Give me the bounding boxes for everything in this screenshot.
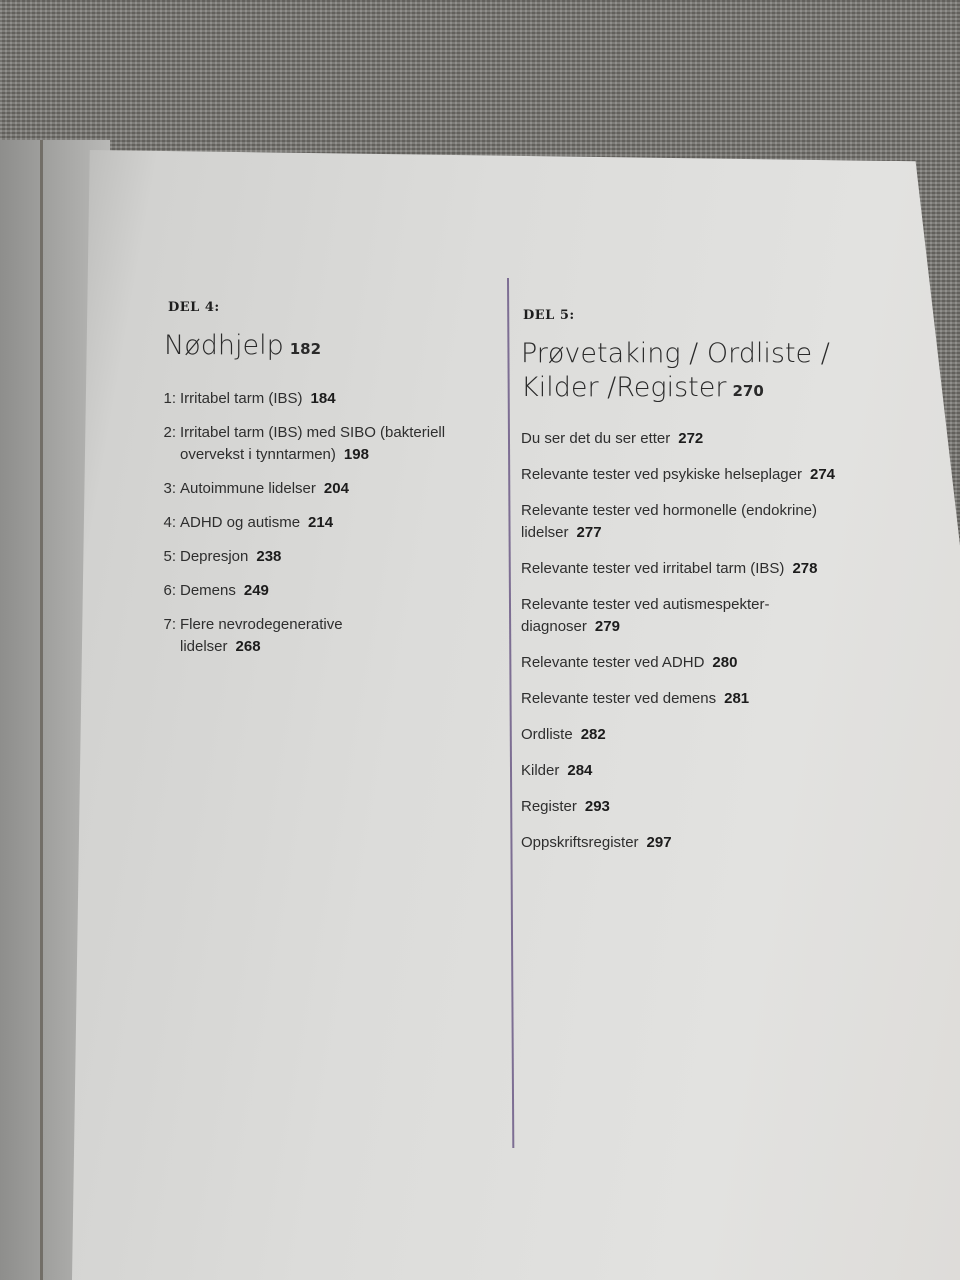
toc-item	[515, 796, 935, 818]
toc-text: Oppskriftsregister	[521, 834, 639, 851]
toc-page: 204	[323, 480, 349, 497]
part-5-column	[515, 308, 935, 868]
toc-text: Kilder	[521, 762, 560, 779]
toc-item	[150, 478, 490, 500]
toc-number: 3:	[163, 480, 176, 497]
toc-text: ADHD og autisme	[180, 514, 301, 531]
toc-item	[515, 428, 935, 450]
toc-number: 7:	[163, 616, 176, 633]
toc-text: Autoimmune lidelser	[180, 480, 316, 497]
toc-item	[515, 464, 935, 486]
toc-page: 249	[243, 582, 269, 599]
toc-item	[515, 760, 935, 782]
toc-item	[150, 546, 490, 568]
toc-text: Relevante tester ved ADHD	[521, 654, 705, 671]
toc-item	[150, 614, 490, 658]
toc-page: 238	[256, 548, 282, 565]
toc-item	[150, 512, 490, 534]
section-page-number: 182	[289, 340, 322, 358]
section-title-text: Prøvetaking / Ordliste / Kilder /Register	[521, 338, 830, 403]
toc-item	[515, 688, 935, 710]
toc-item	[515, 832, 935, 854]
toc-item	[150, 422, 490, 466]
toc-text: Flere nevrodegenerative lidelser	[180, 616, 343, 655]
toc-page: 281	[724, 690, 750, 707]
toc-page: 278	[792, 560, 818, 577]
toc-text: Ordliste	[521, 726, 573, 743]
toc-page: 297	[646, 834, 672, 851]
toc-page: 277	[576, 524, 602, 541]
part-4-column	[150, 300, 490, 670]
toc-page: 279	[594, 618, 620, 635]
toc-item	[515, 724, 935, 746]
toc-text: Du ser det du ser etter	[521, 430, 671, 447]
toc-item	[515, 500, 935, 544]
toc-text: Register	[521, 798, 577, 815]
toc-text: Demens	[180, 582, 236, 599]
toc-page: 198	[343, 446, 369, 463]
toc-item	[515, 558, 935, 580]
toc-text: Depresjon	[180, 548, 249, 565]
toc-item	[150, 388, 490, 410]
page-binding-edge	[40, 140, 43, 1280]
section-title	[521, 337, 841, 408]
toc-page: 272	[678, 430, 704, 447]
toc-number: 4:	[163, 514, 176, 531]
toc-text: Relevante tester ved psykiske helseplager	[521, 466, 802, 483]
toc-text: Relevante tester ved autismespekter-diagnoser	[521, 596, 770, 635]
toc-list	[150, 388, 490, 658]
toc-item	[515, 594, 935, 638]
toc-page: 214	[308, 514, 334, 531]
toc-item	[150, 580, 490, 602]
toc-text: Irritabel tarm (IBS) med SIBO (bakteriell overvekst i tynntarmen)	[180, 424, 446, 463]
section-title-text: Nødhjelp	[164, 330, 284, 361]
toc-page: 268	[235, 638, 261, 655]
section-page-number: 270	[732, 382, 764, 400]
part-label: DEL 4:	[168, 300, 220, 315]
toc-list	[515, 428, 935, 854]
toc-item	[515, 652, 935, 674]
section-title	[164, 329, 490, 366]
part-label: DEL 5:	[523, 308, 575, 323]
toc-text: Relevante tester ved hormonelle (endokrine) lidelser	[521, 502, 817, 541]
toc-text: Relevante tester ved irritabel tarm (IBS)	[521, 560, 785, 577]
toc-page: 274	[810, 466, 836, 483]
toc-number: 6:	[163, 582, 176, 599]
toc-text: Relevante tester ved demens	[521, 690, 717, 707]
toc-number: 2:	[163, 424, 176, 441]
toc-number: 5:	[163, 548, 176, 565]
toc-page: 282	[580, 726, 606, 743]
toc-page: 293	[584, 798, 610, 815]
toc-page: 280	[712, 654, 738, 671]
toc-number: 1:	[163, 390, 176, 407]
toc-page: 184	[310, 390, 336, 407]
toc-page: 284	[567, 762, 593, 779]
toc-text: Irritabel tarm (IBS)	[180, 390, 303, 407]
